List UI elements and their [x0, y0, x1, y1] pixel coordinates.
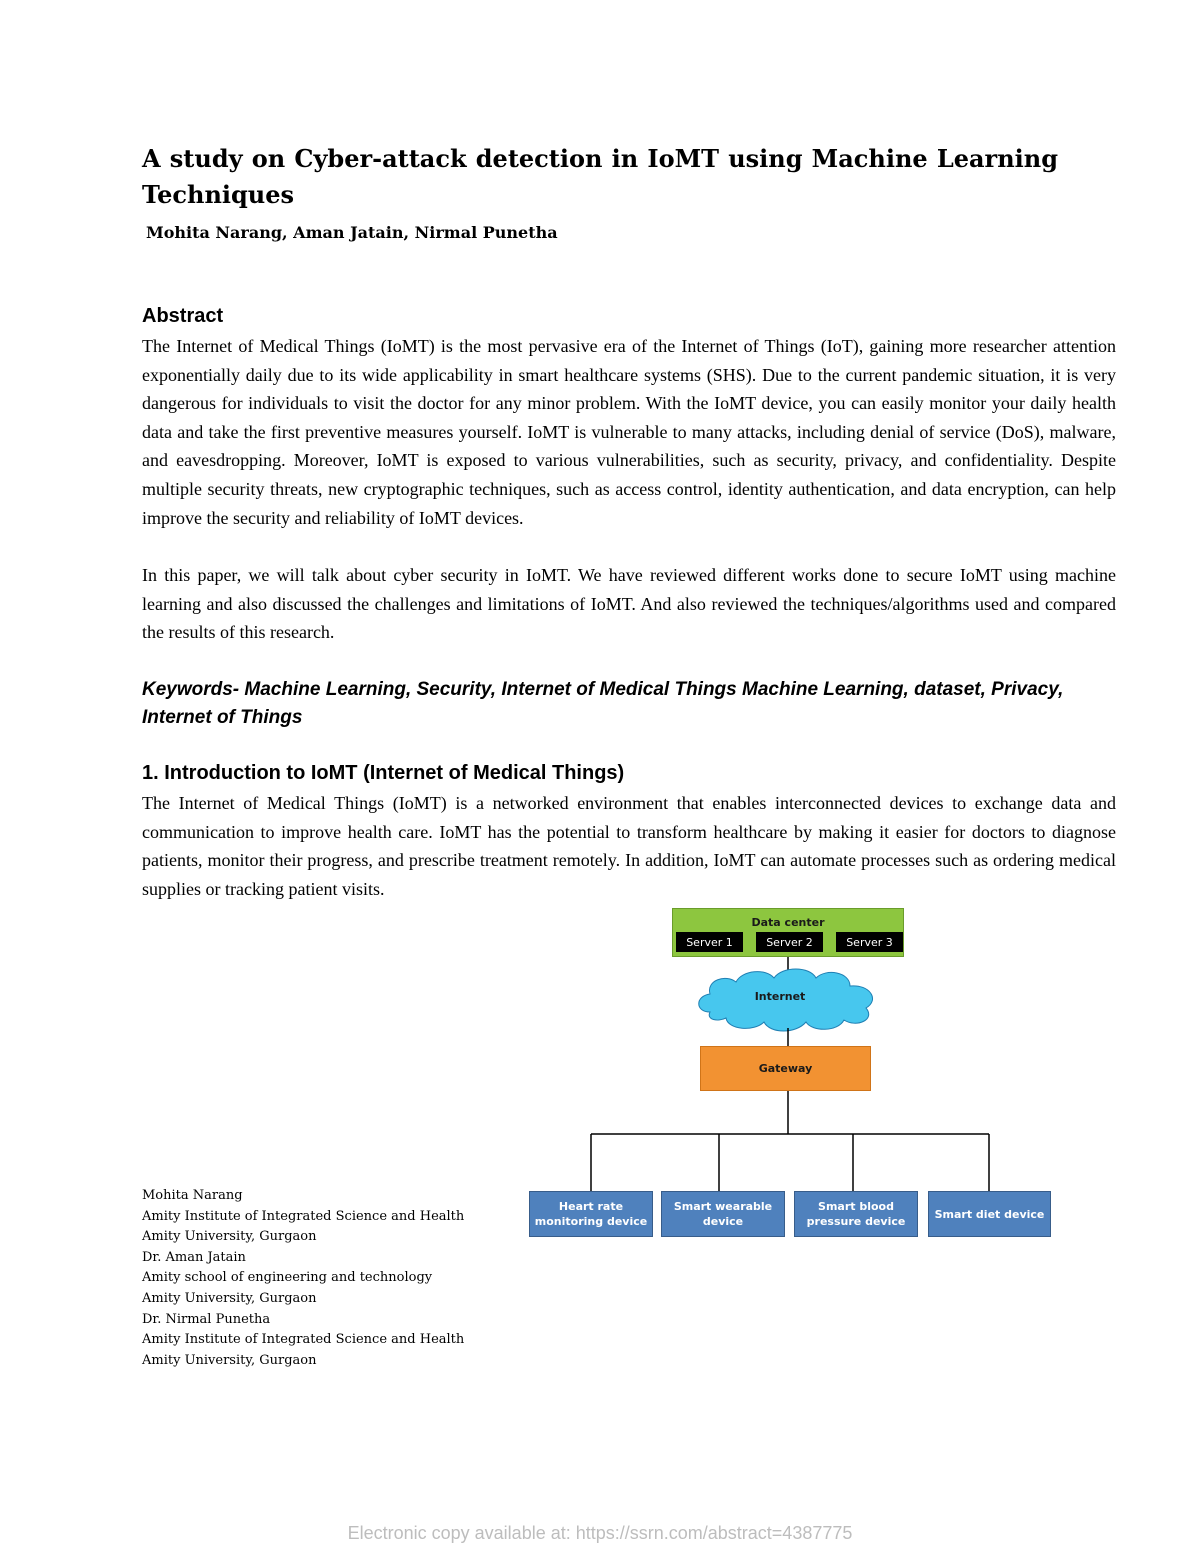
affiliation-line: Amity University, Gurgaon [142, 1290, 317, 1306]
author-list: Mohita Narang, Aman Jatain, Nirmal Punetha [146, 223, 558, 242]
iomt-architecture-diagram [520, 900, 1060, 1245]
server-1-box: Server 1 [676, 932, 743, 952]
abstract-paragraph-2: In this paper, we will talk about cyber security in IoMT. We have reviewed different works done to secure IoMT using machine learning and also discussed the challenges and limitations of IoMT. And also reviewed the techniques/algorithms used and compared the results of this research. [142, 565, 1116, 643]
ssrn-footer: Electronic copy available at: https://ssrn.com/abstract=4387775 [347, 1523, 853, 1543]
paper-title: A study on Cyber-attack detection in IoMT using Machine Learning Techniques [142, 144, 1058, 209]
affiliation-line: Amity Institute of Integrated Science and Health [142, 1332, 465, 1348]
abstract-heading: Abstract [142, 305, 224, 327]
abstract-paragraph-1: The Internet of Medical Things (IoMT) is the most pervasive era of the Internet of Things (IoT), gaining more researcher attention exponentially daily due to its wide applicability in smart healthcare systems (SHS). Due to the current pandemic situation, it is very dangerous for individuals to visit the doctor for any minor problem. With the IoMT device, you can easily monitor your daily health data and take the first preventive measures yourself. IoMT is vulnerable to many attacks, including denial of service (DoS), malware, and eavesdropping. Moreover, IoMT is exposed to various vulnerabilities, such as security, privacy, and confidentiality. Despite multiple security threats, new cryptographic techniques, such as access control, identity authentication, and data encryption, can help improve the security and reliability of IoMT devices. [142, 336, 1116, 528]
author-affiliations [142, 1186, 464, 1371]
blood-pressure-device-box: Smart blood pressure device [794, 1191, 918, 1237]
affiliation-line: Amity University, Gurgaon [142, 1352, 317, 1368]
affiliation-line: Dr. Nirmal Punetha [142, 1311, 271, 1327]
server-3-box: Server 3 [836, 932, 903, 952]
affiliation-line: Dr. Aman Jatain [142, 1249, 246, 1265]
intro-paragraph: The Internet of Medical Things (IoMT) is a networked environment that enables interconnected devices to exchange data and communication to improve health care. IoMT has the potential to transform healthcare by making it easier for doctors to diagnose patients, monitor their progress, and prescribe treatment remotely. In addition, IoMT can automate processes such as ordering medical supplies or tracking patient visits. [142, 793, 1116, 899]
affiliation-line: Amity school of engineering and technology [142, 1270, 433, 1286]
affiliation-line: Amity Institute of Integrated Science and Health [142, 1208, 465, 1224]
keywords: Keywords- Machine Learning, Security, Internet of Medical Things Machine Learning, dataset, Privacy, Internet of Things [142, 679, 1064, 728]
server-2-box: Server 2 [756, 932, 823, 952]
affiliation-line: Mohita Narang [142, 1188, 243, 1203]
smart-wearable-device-box: Smart wearable device [661, 1191, 785, 1237]
intro-heading: 1. Introduction to IoMT (Internet of Medical Things) [142, 762, 625, 784]
heart-rate-device-box: Heart rate monitoring device [529, 1191, 653, 1237]
smart-diet-device-box: Smart diet device [928, 1191, 1051, 1237]
internet-label: Internet [754, 990, 806, 1003]
affiliation-line: Amity University, Gurgaon [142, 1229, 317, 1245]
data-center-box: Data center [672, 908, 904, 957]
gateway-box: Gateway [700, 1046, 871, 1091]
